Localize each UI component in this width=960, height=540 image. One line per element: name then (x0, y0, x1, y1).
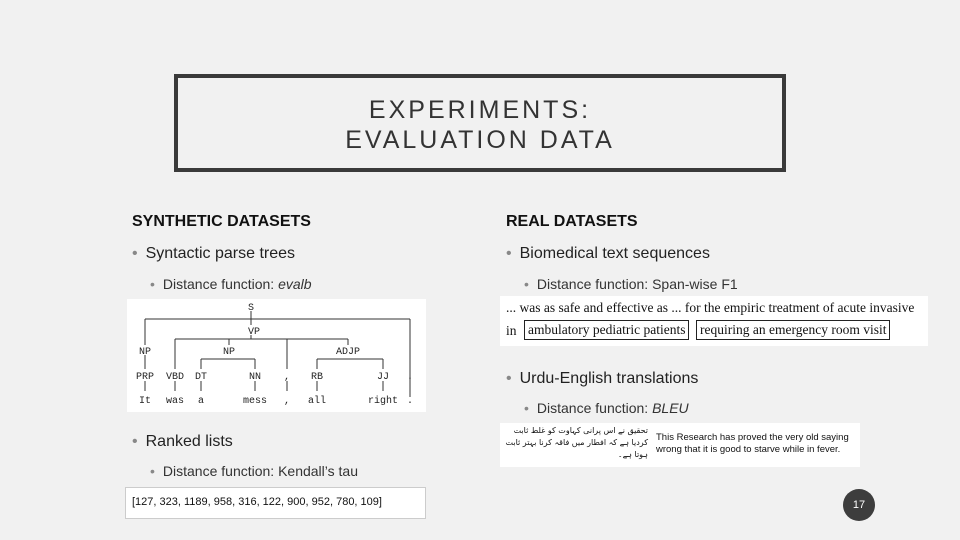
page-number-badge: 17 (843, 489, 875, 521)
parse-tree-image (127, 299, 426, 412)
tree-pos-nn: NN (248, 372, 262, 383)
title-box (174, 74, 786, 172)
bullet-ranked-lists (132, 433, 233, 451)
tree-pos-period: . (406, 372, 414, 383)
synthetic-heading: SYNTHETIC DATASETS (132, 213, 311, 230)
urdu-line-3: ہوتا ہے۔ (617, 450, 648, 459)
tree-word-right: right (367, 396, 399, 407)
bio-span-emergency: requiring an emergency room visit (696, 320, 890, 340)
bullet-dot: • (506, 370, 512, 387)
ranked-list-text: [127, 323, 1189, 958, 316, 122, 900, 952, 780, 109] (132, 496, 382, 508)
bullet-dot: • (524, 400, 529, 416)
sub-bullet-prefix: Distance function: Span-wise F1 (536, 276, 738, 292)
ranked-list-image (125, 487, 426, 519)
tree-word-comma: , (283, 396, 291, 407)
real-heading: REAL DATASETS (506, 213, 638, 230)
bullet-dot: • (506, 245, 512, 262)
bullet-label: Biomedical text sequences (519, 245, 710, 262)
bullet-dot: • (150, 463, 155, 479)
bullet-dot: • (132, 433, 138, 450)
sub-bullet-bleu (524, 400, 689, 416)
tree-pos-comma: , (283, 372, 291, 383)
bullet-biomedical (506, 245, 710, 263)
tree-node-s: S (247, 303, 255, 314)
bullet-dot: • (524, 276, 529, 292)
sub-bullet-prefix: Distance function: Kendall’s tau (162, 463, 358, 479)
tree-node-np-subject: NP (138, 347, 152, 358)
tree-word-period: . (406, 396, 414, 407)
sub-bullet-prefix: Distance function: (536, 400, 653, 416)
tree-word-was: was (165, 396, 185, 407)
parse-tree-lines (145, 311, 410, 397)
tree-word-all: all (307, 396, 327, 407)
sub-bullet-prefix: Distance function: (162, 276, 279, 292)
biomedical-text-image (500, 296, 928, 346)
tree-word-it: It (138, 396, 152, 407)
english-translation: This Research has proved the very old saying wrong that it is good to starve while in fever. (656, 432, 849, 455)
bio-line-1: ... was as safe and effective as ... for the empiric treatment of acute invasive (506, 300, 915, 315)
urdu-text (504, 425, 648, 461)
tree-pos-prp: PRP (135, 372, 155, 383)
slide-title-line-1: EXPERIMENTS: (368, 96, 592, 124)
bullet-dot: • (150, 276, 155, 292)
bullet-dot: • (132, 245, 138, 262)
sub-bullet-emphasis: evalb (278, 276, 312, 292)
slide-title-line-2: EVALUATION DATA (345, 126, 615, 154)
bio-span-patients: ambulatory pediatric patients (524, 320, 689, 340)
bullet-label: Urdu-English translations (519, 370, 699, 387)
tree-word-a: a (197, 396, 205, 407)
bio-in: in (506, 323, 517, 338)
bullet-label: Ranked lists (145, 433, 233, 450)
bullet-urdu-english (506, 370, 698, 388)
sub-bullet-kendall (150, 463, 358, 479)
tree-pos-jj: JJ (376, 372, 390, 383)
tree-node-adjp: ADJP (335, 347, 361, 358)
tree-pos-vbd: VBD (165, 372, 185, 383)
bullet-syntactic-parse-trees (132, 245, 295, 263)
urdu-line-1: تحقیق نے اس پرانی کہاوت کو غلط ثابت (513, 426, 648, 435)
sub-bullet-span-f1 (524, 276, 738, 292)
sub-bullet-emphasis: BLEU (652, 400, 689, 416)
urdu-line-2: کردیا ہے کہ افطار میں فاقہ کرنا بہتر ثابت (505, 438, 648, 447)
tree-word-mess: mess (242, 396, 268, 407)
translation-image (500, 423, 860, 467)
parse-tree-diagram (127, 299, 426, 412)
tree-pos-rb: RB (310, 372, 324, 383)
tree-pos-dt: DT (194, 372, 208, 383)
bullet-label: Syntactic parse trees (145, 245, 296, 262)
tree-node-np-object: NP (222, 347, 236, 358)
sub-bullet-evalb (150, 276, 312, 292)
tree-node-vp: VP (247, 327, 261, 338)
